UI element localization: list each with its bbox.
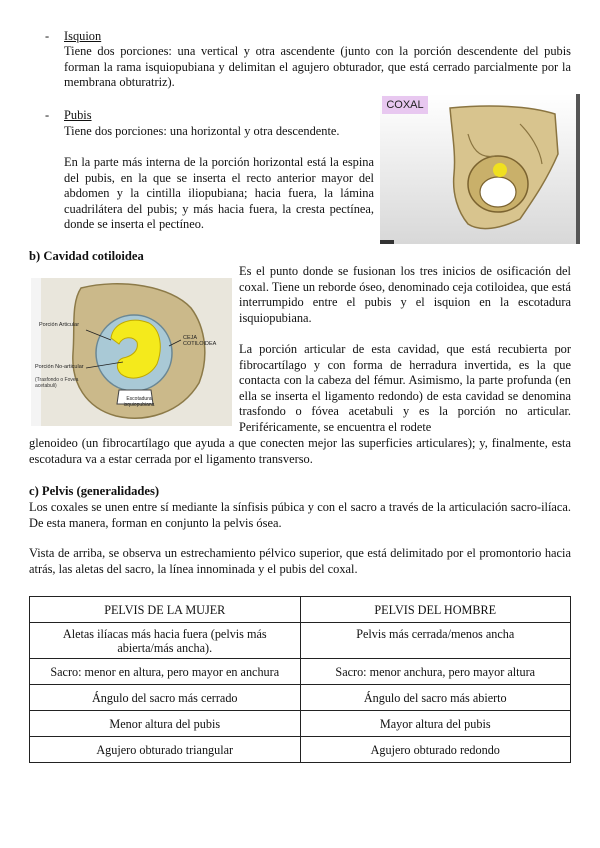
cell-hombre: Agujero obturado redondo <box>300 737 571 763</box>
cell-mujer: Sacro: menor en altura, pero mayor en anchura <box>30 659 301 685</box>
cell-hombre: Mayor altura del pubis <box>300 711 571 737</box>
cell-mujer: Ángulo del sacro más cerrado <box>30 685 301 711</box>
pubis-text-2: En la parte más interna de la porción horizontal está la espina del pubis, en la que se inserta el recto anterior mayor del abdomen y la cintilla iliopubiana; hacia fuera, la lámina cuadrilátera del pubis; y más hacia fuera, la cresta pectínea, donde se inserta el pectíneo. <box>64 155 374 232</box>
table-row <box>30 711 571 737</box>
label-ceja-cotiloidea: CEJA COTILOIDEA <box>183 335 217 347</box>
pubis-title: Pubis <box>64 108 92 122</box>
table-row <box>30 623 571 659</box>
label-trasfondo: (Trasfondo o Fovea acetabuli) <box>35 377 79 389</box>
label-escotadura: Escotadura isquiopubiana <box>123 396 155 408</box>
coxal-figure <box>380 94 580 244</box>
coxal-bone-illustration <box>380 94 580 244</box>
table-row <box>30 659 571 685</box>
isquion-text: Tiene dos porciones: una vertical y otra ascendente (junto con la porción descendente del pubis forman la rama isquiopubiana y delimitan el agujero obturador, que está cerrado parcialmente por la membrana obturatriz). <box>64 44 571 90</box>
cell-mujer: Menor altura del pubis <box>30 711 301 737</box>
cell-mujer: Agujero obturado triangular <box>30 737 301 763</box>
coxal-label: COXAL <box>382 96 428 114</box>
cavidad-paragraph-2: La porción articular de esta cavidad, que está recubierta por fibrocartílago y con forma de herradura invertida, es la que contacta con la cabeza del fémur. Asimismo, la parte profunda (en ella se inserta el ligamento redondo) de esta cavidad se denomina trasfondo o fóvea acetabuli y es la porción no articular. Periféricamente, se encuentra el rodete <box>239 342 571 434</box>
pelvis-heading: c) Pelvis (generalidades) <box>29 484 160 498</box>
isquion-title: Isquion <box>64 29 102 43</box>
pubis-text-1: Tiene dos porciones: una horizontal y otra descendente. <box>64 124 340 138</box>
isquion-bullet: - <box>45 29 50 43</box>
header-hombre: PELVIS DEL HOMBRE <box>300 597 571 623</box>
pubis-bullet: - <box>45 108 50 122</box>
table-row <box>30 737 571 763</box>
cell-hombre: Pelvis más cerrada/menos ancha <box>300 623 571 659</box>
header-mujer: PELVIS DE LA MUJER <box>30 597 301 623</box>
pelvis-comparison-table <box>29 596 571 763</box>
cell-hombre: Ángulo del sacro más abierto <box>300 685 571 711</box>
cavidad-paragraph-1: Es el punto donde se fusionan los tres inicios de osificación del coxal. Tiene un reborde óseo, denominado ceja cotiloidea, que está interrumpido entre el pubis y el isquion en la escotadura isquiopubiana. <box>239 264 571 325</box>
pelvis-paragraph-2: Vista de arriba, se observa un estrechamiento pélvico superior, que está delimitado por el promontorio hacia atrás, las aletas del sacro, la línea innominada y el pubis del coxal. <box>29 546 571 576</box>
cell-mujer: Aletas ilíacas más hacia fuera (pelvis más abierta/más ancha). <box>30 623 301 659</box>
cell-hombre: Sacro: menor anchura, pero mayor altura <box>300 659 571 685</box>
cavidad-heading: b) Cavidad cotiloidea <box>29 249 144 263</box>
pelvis-paragraph-1: Los coxales se unen entre sí mediante la sínfisis púbica y con el sacro a través de la articulación sacro-ilíaca. De esta manera, forman en conjunto la pelvis ósea. <box>29 500 571 530</box>
table-header-row <box>30 597 571 623</box>
acetabulum-figure <box>31 278 232 426</box>
label-porcion-articular: Porción Articular <box>39 322 80 328</box>
table-row <box>30 685 571 711</box>
label-porcion-no-articular: Porción No-articular <box>35 364 84 370</box>
cavidad-paragraph-2-cont: glenoideo (un fibrocartílago que ayuda a que conecten mejor las superficies articulares); y, finalmente, esta escotadura va a estar cerrada por el ligamento transverso. <box>29 436 571 466</box>
